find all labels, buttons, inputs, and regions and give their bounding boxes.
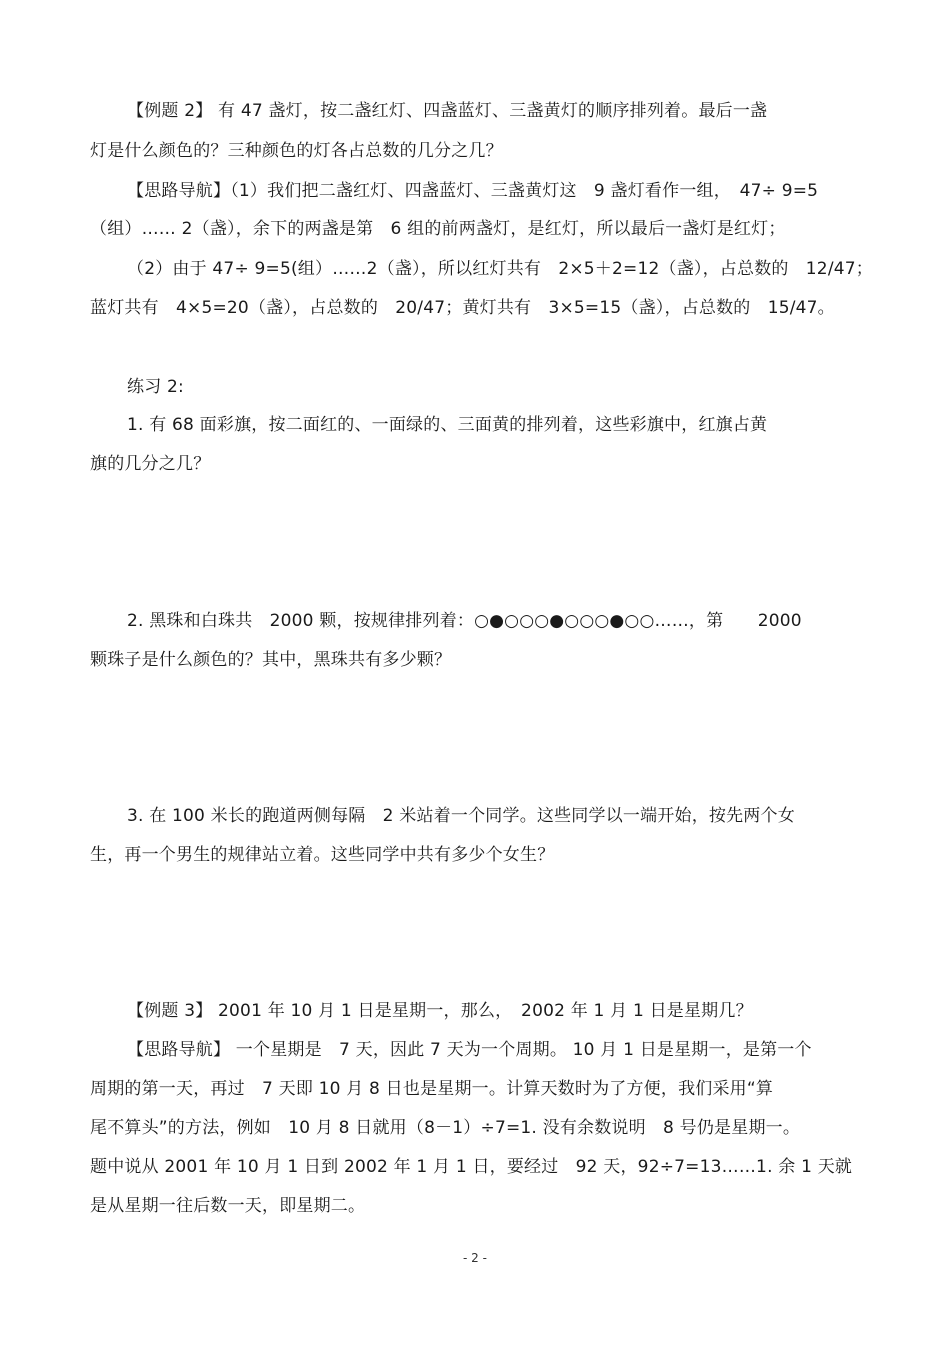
example-2-guide-line-3: （2）由于 47÷ 9=5(组）……2（盏），所以红灯共有 2×5＋2=12（盏），占总数的 12/47； <box>127 259 873 279</box>
example-3-guide-line-4: 题中说从 2001 年 10 月 1 日到 2002 年 1 月 1 日，要经过 92 天，92÷7=13……1. 余 1 天就 <box>90 1157 853 1177</box>
example-3-guide-line-3: 尾不算头”的方法，例如 10 月 8 日就用（8－1）÷7=1. 没有余数说明 8 号仍是星期一。 <box>90 1118 801 1138</box>
page-number: - 2 - <box>463 1251 487 1265</box>
example-3-guide-line-1: 【思路导航】 一个星期是 7 天，因此 7 天为一个周期。 10 月 1 日是星期一，是第一个 <box>127 1040 812 1060</box>
example-2-guide-line-2: （组）…… 2（盏），余下的两盏是第 6 组的前两盏灯，是红灯，所以最后一盏灯是红灯； <box>90 219 786 239</box>
practice-2-question-1-line-1: 1. 有 68 面彩旗，按二面红的、一面绿的、三面黄的排列着，这些彩旗中，红旗占黄 <box>127 415 768 435</box>
example-2-title-line: 【例题 2】 有 47 盏灯，按二盏红灯、四盏蓝灯、三盏黄灯的顺序排列着。最后一盏 <box>127 101 768 121</box>
example-3-guide-line-2: 周期的第一天，再过 7 天即 10 月 8 日也是星期一。计算天数时为了方便，我们采用“算 <box>90 1079 774 1099</box>
practice-2-question-2-line-2: 颗珠子是什么颜色的？其中，黑珠共有多少颗？ <box>90 650 452 670</box>
example-2-guide-line-4: 蓝灯共有 4×5=20（盏），占总数的 20/47；黄灯共有 3×5=15（盏），占总数的 15/47。 <box>90 298 835 318</box>
practice-2-question-3-line-1: 3. 在 100 米长的跑道两侧每隔 2 米站着一个同学。这些同学以一端开始，按先两个女 <box>127 806 795 826</box>
practice-2-question-1-line-2: 旗的几分之几？ <box>90 454 211 474</box>
example-2-question-line: 灯是什么颜色的？三种颜色的灯各占总数的几分之几？ <box>90 141 503 161</box>
practice-2-question-3-line-2: 生，再一个男生的规律站立着。这些同学中共有多少个女生？ <box>90 845 555 865</box>
example-3-guide-line-5: 是从星期一往后数一天，即星期二。 <box>90 1196 366 1216</box>
practice-2-heading: 练习 2: <box>127 377 184 397</box>
example-2-guide-line-1: 【思路导航】（1）我们把二盏红灯、四盏蓝灯、三盏黄灯这 9 盏灯看作一组， 47÷ 9=5 <box>127 181 819 201</box>
example-3-title-line: 【例题 3】 2001 年 10 月 1 日是星期一，那么， 2002 年 1 月 1 日是星期几？ <box>127 1001 753 1021</box>
practice-2-question-2-line-1: 2. 黑珠和白珠共 2000 颗，按规律排列着：○●○○○●○○○●○○……，第 2000 <box>127 611 802 631</box>
